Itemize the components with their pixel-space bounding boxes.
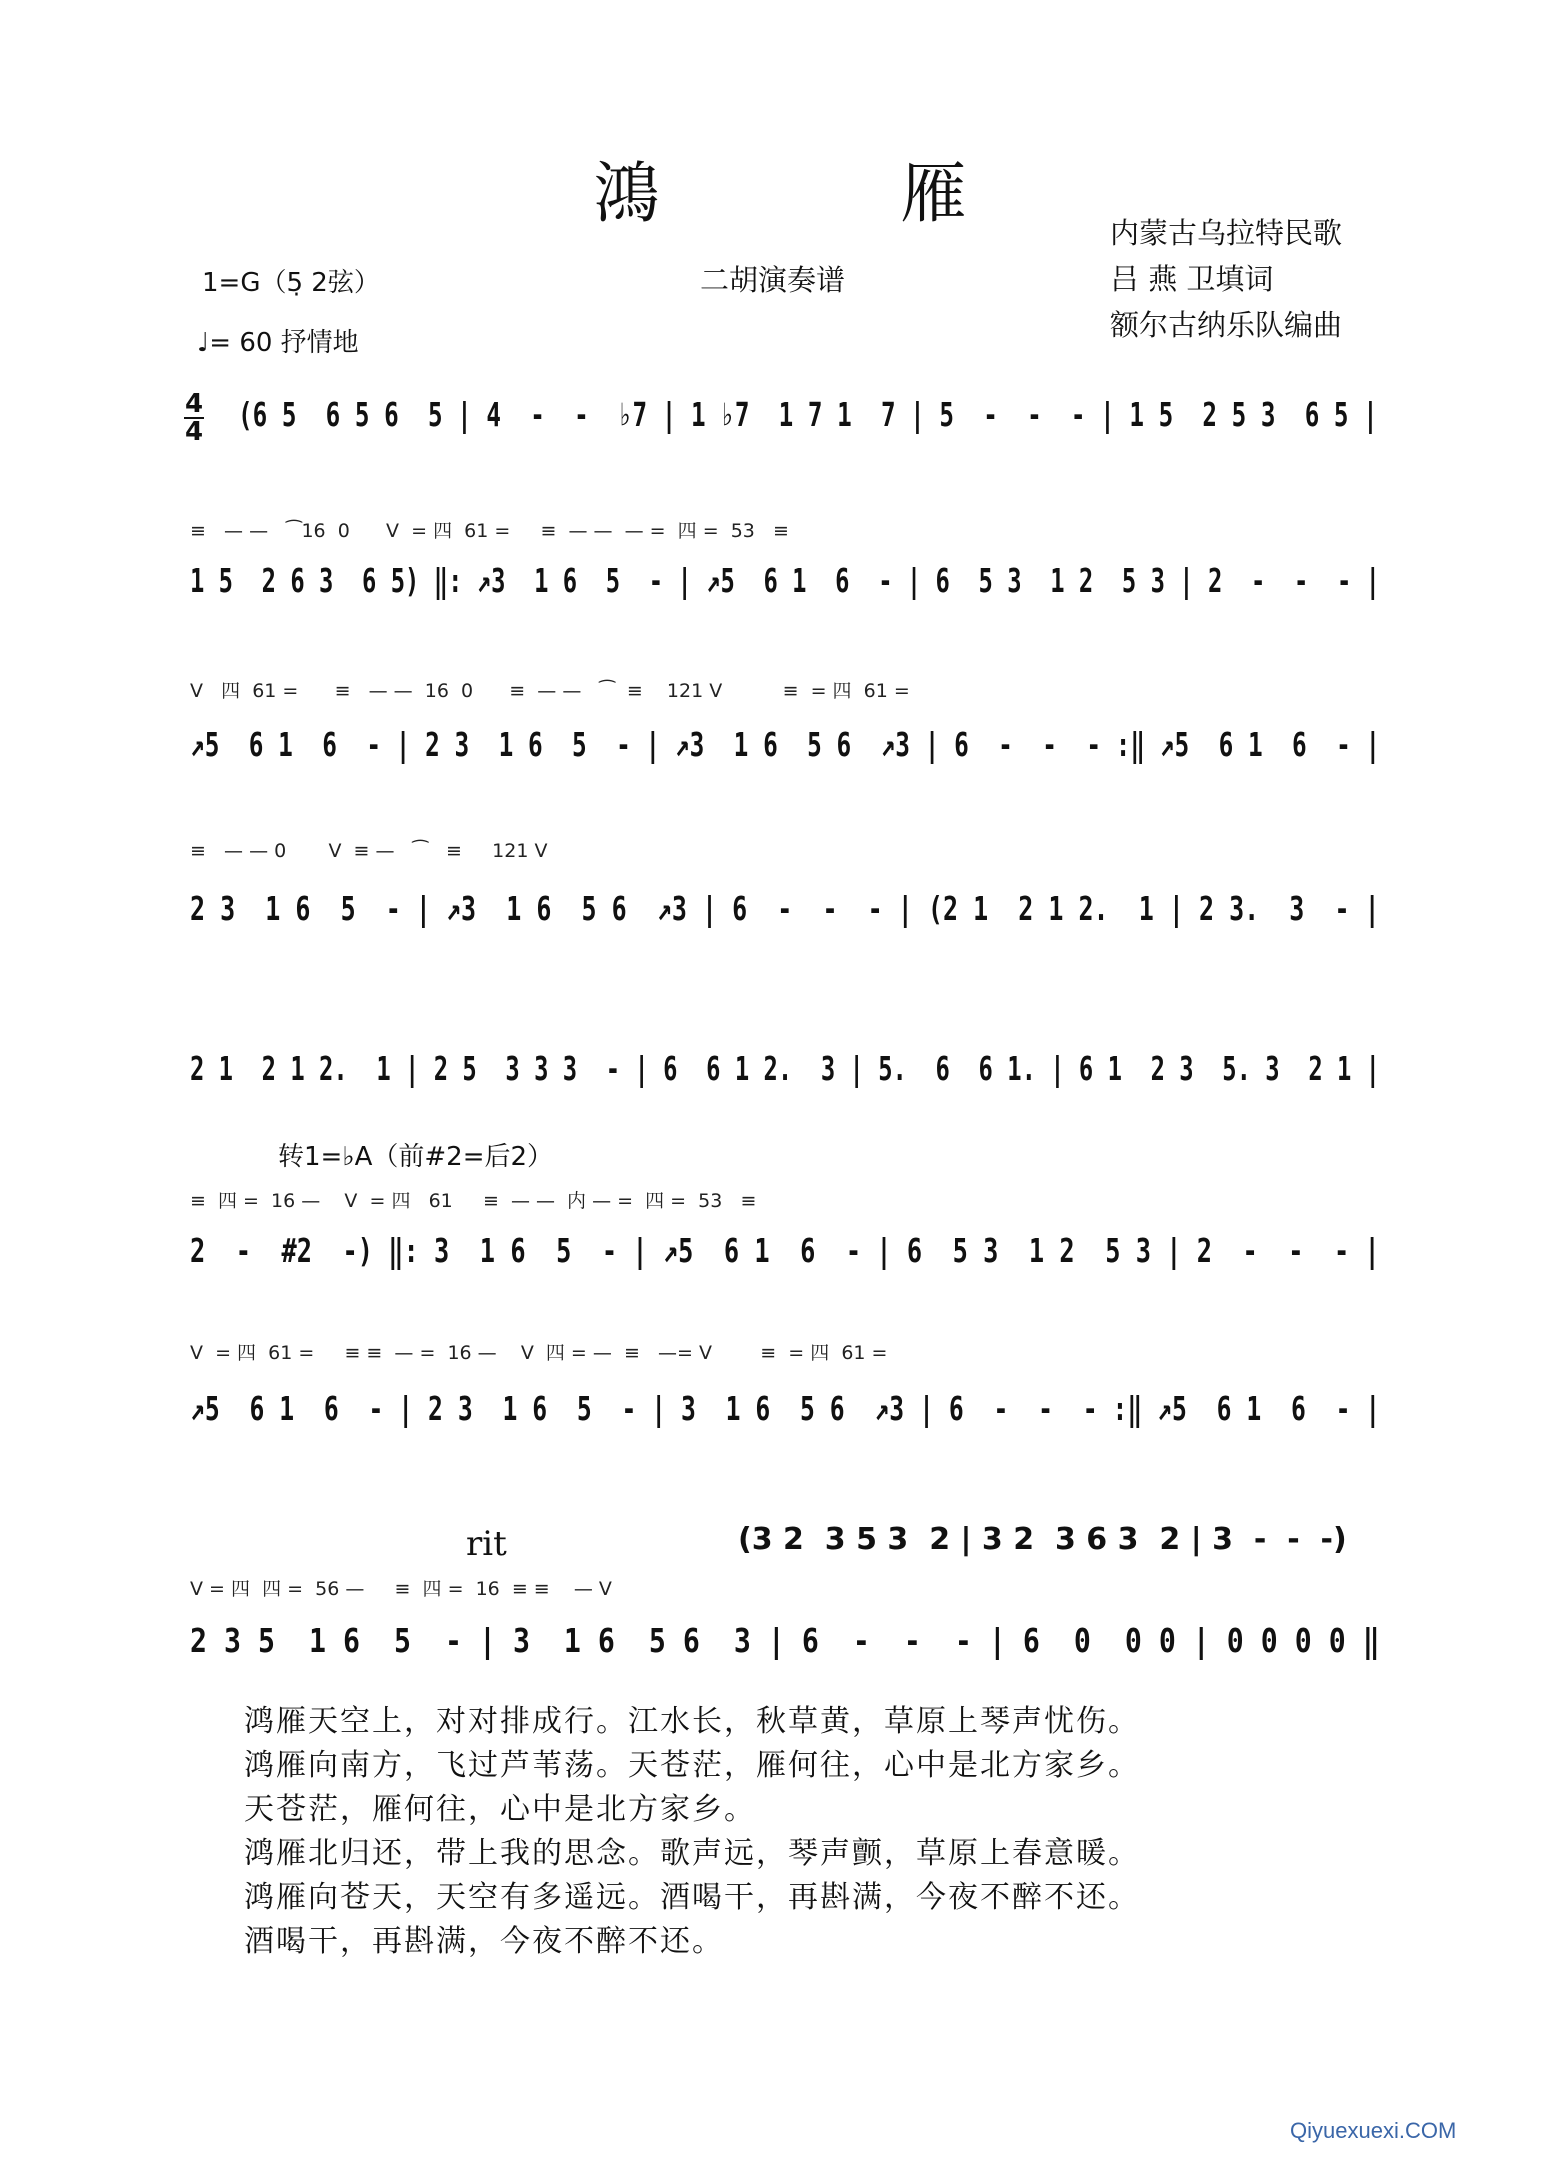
- lyrics-line: 天苍茫，雁何往，心中是北方家乡。: [244, 1792, 756, 1827]
- bowing-marks-3: V 四 61 = ≡ — — 16 0 ≡ — — ⁀ ≡ 121 V ≡ = 四 61 =: [190, 680, 910, 702]
- score-system-5: [190, 1048, 1380, 1088]
- page-title: 鴻 雁: [593, 155, 1077, 232]
- tempo-marking: ♩= 60 抒情地: [197, 328, 359, 358]
- system-notes: ↗5 6 1 6 - | 2 3 1 6 5 - | 3 1 6 5 6 ↗3 | 6 - - - :‖ ↗5 6 1 6 - |: [190, 1389, 1381, 1428]
- time-signature-bottom: 4: [184, 417, 204, 447]
- lyrics-line: 鸿雁天空上，对对排成行。江水长，秋草黄，草原上琴声忧伤。: [244, 1704, 1140, 1739]
- bowing-marks-2: ≡ — — ⁀16 0 V = 四 61 = ≡ — — — = 四 = 53 ≡: [190, 520, 789, 542]
- key-signature: 1=G（5̣ 2弦）: [202, 268, 380, 298]
- time-signature-top: 4: [184, 389, 204, 419]
- score-system-2: [190, 560, 1380, 600]
- system-notes: 2 3 5 1 6 5 - | 3 1 6 5 6 3 | 6 - - - | 6 0 0 0 | 0 0 0 0 ‖: [190, 1621, 1380, 1660]
- score-system-3: [190, 724, 1380, 764]
- bowing-marks-7: V = 四 61 = ≡ ≡ — = 16 — V 四 = — ≡ —= V ≡ = 四 61 =: [190, 1342, 888, 1364]
- credit-lyricist: 吕 燕 卫填词: [1110, 262, 1274, 296]
- ritardando-marking: rit: [466, 1524, 507, 1564]
- lyrics-line: 鸿雁向苍天，天空有多遥远。酒喝干，再斟满，今夜不醉不还。: [244, 1880, 1140, 1915]
- system-notes: 1 5 2 6 3 6 5) ‖: ↗3 1 6 5 - | ↗5 6 1 6 - | 6 5 3 1 2 5 3 | 2 - - - |: [190, 561, 1381, 600]
- time-signature: [184, 389, 204, 447]
- bowing-marks-4: ≡ — — 0 V ≡ — ⁀ ≡ 121 V: [190, 840, 548, 862]
- system-notes: 2 - #2 -) ‖: 3 1 6 5 - | ↗5 6 1 6 - | 6 5 3 1 2 5 3 | 2 - - - |: [190, 1231, 1380, 1270]
- score-system-8: [190, 1620, 1380, 1660]
- score-system-1: [238, 394, 1378, 434]
- bowing-marks-8: V = 四 四 = 56 — ≡ 四 = 16 ≡ ≡ — V: [190, 1578, 612, 1600]
- score-system-7: [190, 1388, 1380, 1428]
- watermark-text: Qiyuexuexi.COM: [1290, 2118, 1457, 2143]
- credits: [1110, 210, 1410, 348]
- system-notes: 2 3 1 6 5 - | ↗3 1 6 5 6 ↗3 | 6 - - - | (2 1 2 1 2. 1 | 2 3. 3 - |: [190, 889, 1380, 928]
- system-notes: ↗5 6 1 6 - | 2 3 1 6 5 - | ↗3 1 6 5 6 ↗3 | 6 - - - :‖ ↗5 6 1 6 - |: [190, 725, 1381, 764]
- modulation-marking: 转1=♭A（前#2=后2）: [278, 1142, 554, 1172]
- system-notes: 2 1 2 1 2. 1 | 2 5 3 3 3 - | 6 6 1 2. 3 | 5. 6 6 1. | 6 1 2 3 5. 3 2 1 |: [190, 1049, 1381, 1088]
- credit-arranger: 额尔古纳乐队编曲: [1110, 308, 1343, 342]
- credit-origin: 内蒙古乌拉特民歌: [1110, 216, 1343, 250]
- system-notes: (6 5 6 5 6 5 | 4 - - ♭7 | 1 ♭7 1 7 1 7 | 5 - - - | 1 5 2 5 3 6 5 |: [238, 395, 1378, 434]
- lyrics-block: [244, 1700, 1140, 1964]
- score-subtitle: 二胡演奏谱: [700, 263, 846, 297]
- bowing-marks-6: ≡ 四 = 16 — V = 四 61 ≡ — — 内 — = 四 = 53 ≡: [190, 1190, 757, 1212]
- coda-accompaniment: (3 2 3 5 3 2 | 3 2 3 6 3 2 | 3 - - -): [738, 1522, 1347, 1557]
- lyrics-line: 鸿雁北归还，带上我的思念。歌声远，琴声颤，草原上春意暖。: [244, 1836, 1140, 1871]
- score-system-6: [190, 1230, 1380, 1270]
- lyrics-line: 鸿雁向南方，飞过芦苇荡。天苍茫，雁何往，心中是北方家乡。: [244, 1748, 1140, 1783]
- score-system-4: [190, 888, 1380, 928]
- lyrics-line: 酒喝干，再斟满，今夜不醉不还。: [244, 1924, 724, 1959]
